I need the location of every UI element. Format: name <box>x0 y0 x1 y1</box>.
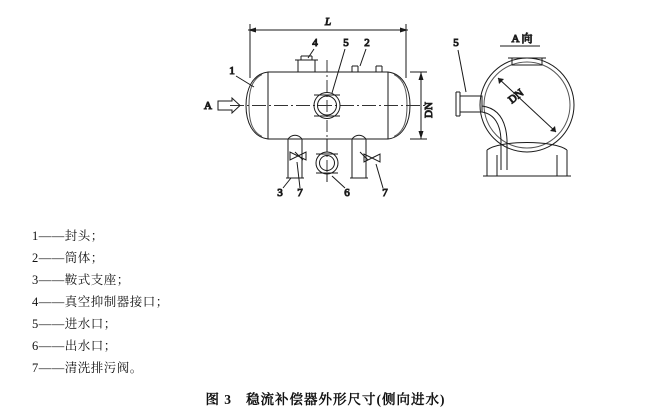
legend-list <box>32 225 332 379</box>
saddle-curve-right <box>352 135 366 139</box>
legend-item: 6——出水口； <box>32 339 117 353</box>
legend-item: 4——真空抑制器接口； <box>32 295 169 309</box>
label-dn-side: DN <box>506 87 527 107</box>
drain-valve-right-a <box>372 154 380 162</box>
label-length: L <box>324 16 332 28</box>
leader-6 <box>332 176 345 188</box>
saddle-curve-left <box>288 135 302 139</box>
callout-3: 3 <box>277 187 283 199</box>
side-saddle-curve <box>487 143 567 151</box>
legend-item: 5——进水口； <box>32 317 117 331</box>
legend-item: 2——筒体； <box>32 251 104 265</box>
leader-2 <box>360 49 366 66</box>
figure-title: 稳流补偿器外形尺寸(侧向进水) <box>246 392 446 407</box>
leader-7-right <box>376 164 383 188</box>
legend-item: 1——封头； <box>32 229 104 243</box>
leader-3 <box>283 178 291 188</box>
dim-arrow-left <box>248 28 256 33</box>
legend-item: 3——鞍式支座； <box>32 273 130 287</box>
side-dn-dim-line <box>498 78 556 132</box>
dim-arrow-dn-bottom <box>419 131 424 139</box>
callout-5: 5 <box>343 37 349 49</box>
leader-5 <box>332 49 345 93</box>
side-inlet-nozzle <box>460 96 482 112</box>
dim-arrow-dn-top <box>419 72 424 80</box>
dim-arrow-right <box>400 28 408 33</box>
callout-7-right: 7 <box>382 187 388 199</box>
leader-7-left <box>297 162 300 188</box>
label-dn-front: DN <box>423 102 435 118</box>
callout-7-left: 7 <box>297 187 303 199</box>
callout-1: 1 <box>229 65 235 77</box>
drain-valve-right-b <box>364 154 372 162</box>
callout-4: 4 <box>312 37 318 49</box>
callout-5-side: 5 <box>453 37 459 49</box>
callout-6: 6 <box>344 187 350 199</box>
leader-4 <box>308 49 314 58</box>
leader-5-side <box>458 50 466 92</box>
legend-item: 7——清洗排污阀。 <box>32 361 143 375</box>
label-view-arrow-a: A <box>204 100 212 112</box>
label-view-a-direction: A 向 <box>511 33 533 45</box>
side-saddle-support <box>487 150 567 176</box>
leader-1 <box>236 76 254 87</box>
vacuum-connection-stub <box>298 60 315 72</box>
figure-caption <box>0 388 651 408</box>
side-internal-pipe-inner <box>482 112 501 170</box>
figure-number: 图 3 <box>205 392 233 407</box>
callout-2: 2 <box>364 37 370 49</box>
